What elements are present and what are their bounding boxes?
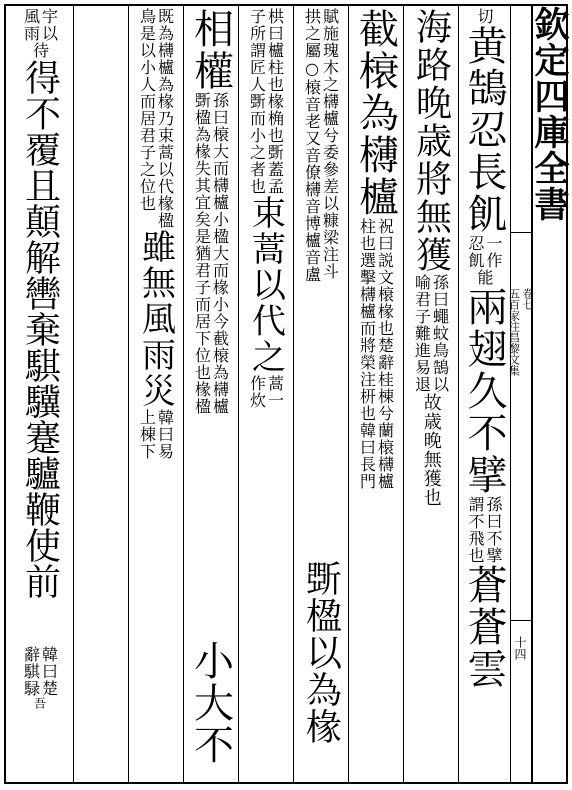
commentary-line: 韓曰楚 (39, 646, 59, 697)
commentary-line: 孫曰不擘 (484, 496, 503, 564)
text-column-8 (128, 8, 183, 780)
commentary (23, 8, 57, 42)
commentary-line: 賦施瑰木之欂櫨兮委參差以糠梁注斗 (320, 8, 340, 280)
column-text: 蒼蒼雲 (461, 564, 507, 690)
fold-volume: 卷七 (521, 288, 535, 310)
column-text: 束蒿以代之 (245, 195, 286, 375)
commentary-line: 謂不飛也 (466, 496, 485, 564)
commentary (194, 92, 228, 415)
column-text: 斲楹以為椽 (300, 560, 342, 745)
commentary-line: 忍飢 (466, 235, 485, 269)
commentary-line: 一作 (484, 235, 503, 269)
commentary-line: 祝曰説文榱椽也楚辭桂棟兮蘭榱欂櫨 (375, 218, 395, 490)
fold-collection: 五百家注昌黎文集 (507, 288, 521, 376)
fold-page-box (510, 636, 531, 676)
column-text: 能 (475, 269, 494, 286)
commentary-line: 辭騏騄 (21, 646, 41, 697)
commentary (249, 375, 283, 409)
column-text: 截榱為欂櫨 (352, 8, 399, 218)
commentary (304, 8, 338, 283)
column-text: 小大不 (187, 640, 234, 766)
fold-rule-bottom (510, 620, 531, 621)
column-rule (73, 4, 74, 784)
commentary-line: 風雨 (21, 8, 41, 42)
text-column-3 (348, 8, 403, 780)
fold-page-number: 十四 (513, 636, 527, 660)
text-column-4-bottom (293, 560, 348, 780)
fold-rule-top (510, 232, 531, 233)
column-text: 吾 (32, 697, 47, 710)
commentary-line: 韓曰易 (155, 409, 175, 460)
commentary (139, 409, 173, 460)
commentary (359, 218, 393, 490)
commentary (414, 274, 448, 393)
commentary-line: 既為欂櫨為椽乃束蒿以代椽楹 (155, 8, 175, 229)
header-column (531, 6, 568, 778)
commentary (467, 496, 501, 564)
column-text: 待 (30, 42, 50, 59)
column-text: 兩翅久不擘 (461, 286, 507, 496)
commentary-line: 斲楹為椽失其宜矣是猶君子而居下位也椽楹 (192, 92, 212, 415)
column-text: 相權 (187, 8, 234, 92)
commentary (23, 646, 57, 697)
commentary-line: 蒿一 (265, 375, 285, 409)
commentary-line: 喻君子難進易退 (412, 274, 432, 393)
commentary-line: 作炊 (247, 375, 267, 409)
text-column-6 (183, 640, 238, 780)
commentary (249, 8, 283, 195)
column-text: 切 (475, 8, 494, 25)
text-column-9-foot (6, 646, 73, 780)
commentary-line: 故歳晚無獲也 (420, 393, 442, 507)
column-text: 海路晚歳將無獲 (410, 8, 452, 274)
commentary-line: 上棟下 (137, 409, 157, 460)
text-column-7 (183, 8, 238, 638)
column-text: 得不覆且顛解轡棄騏驥蹇驢鞭使前 (19, 59, 61, 599)
commentary-line: 栱曰櫨柱也椽桷也斲蓋孟 (265, 8, 285, 195)
commentary-line: 鳥是以小人而居君子之位也 (137, 8, 157, 212)
fold-strip (507, 288, 535, 488)
text-column-2 (403, 8, 458, 780)
commentary-line: 孫曰蠅蚊鳥鵠以 (430, 274, 450, 393)
commentary-line: 孫曰榱大而欂櫨小楹大而椽小今截榱為欂櫨 (210, 92, 230, 415)
commentary-line: 子所謂匠人斲而小之者也 (247, 8, 267, 195)
fold-labels (508, 288, 533, 376)
column-text: 雖無風雨災 (135, 229, 176, 409)
text-column-1 (458, 8, 510, 780)
text-column-5 (238, 8, 293, 780)
commentary-line: 宇以 (39, 8, 59, 42)
commentary-line: 拱之屬○榱音老又音僚欂音博櫨音盧 (302, 8, 322, 283)
book-title: 欽定四庫全書 (529, 6, 570, 222)
commentary-line: 柱也選擊欂櫨而將榮注枅也韓曰長門 (357, 218, 377, 490)
commentary (139, 8, 173, 229)
commentary (467, 235, 501, 269)
column-text: 黄鵠忍長飢 (461, 25, 507, 235)
